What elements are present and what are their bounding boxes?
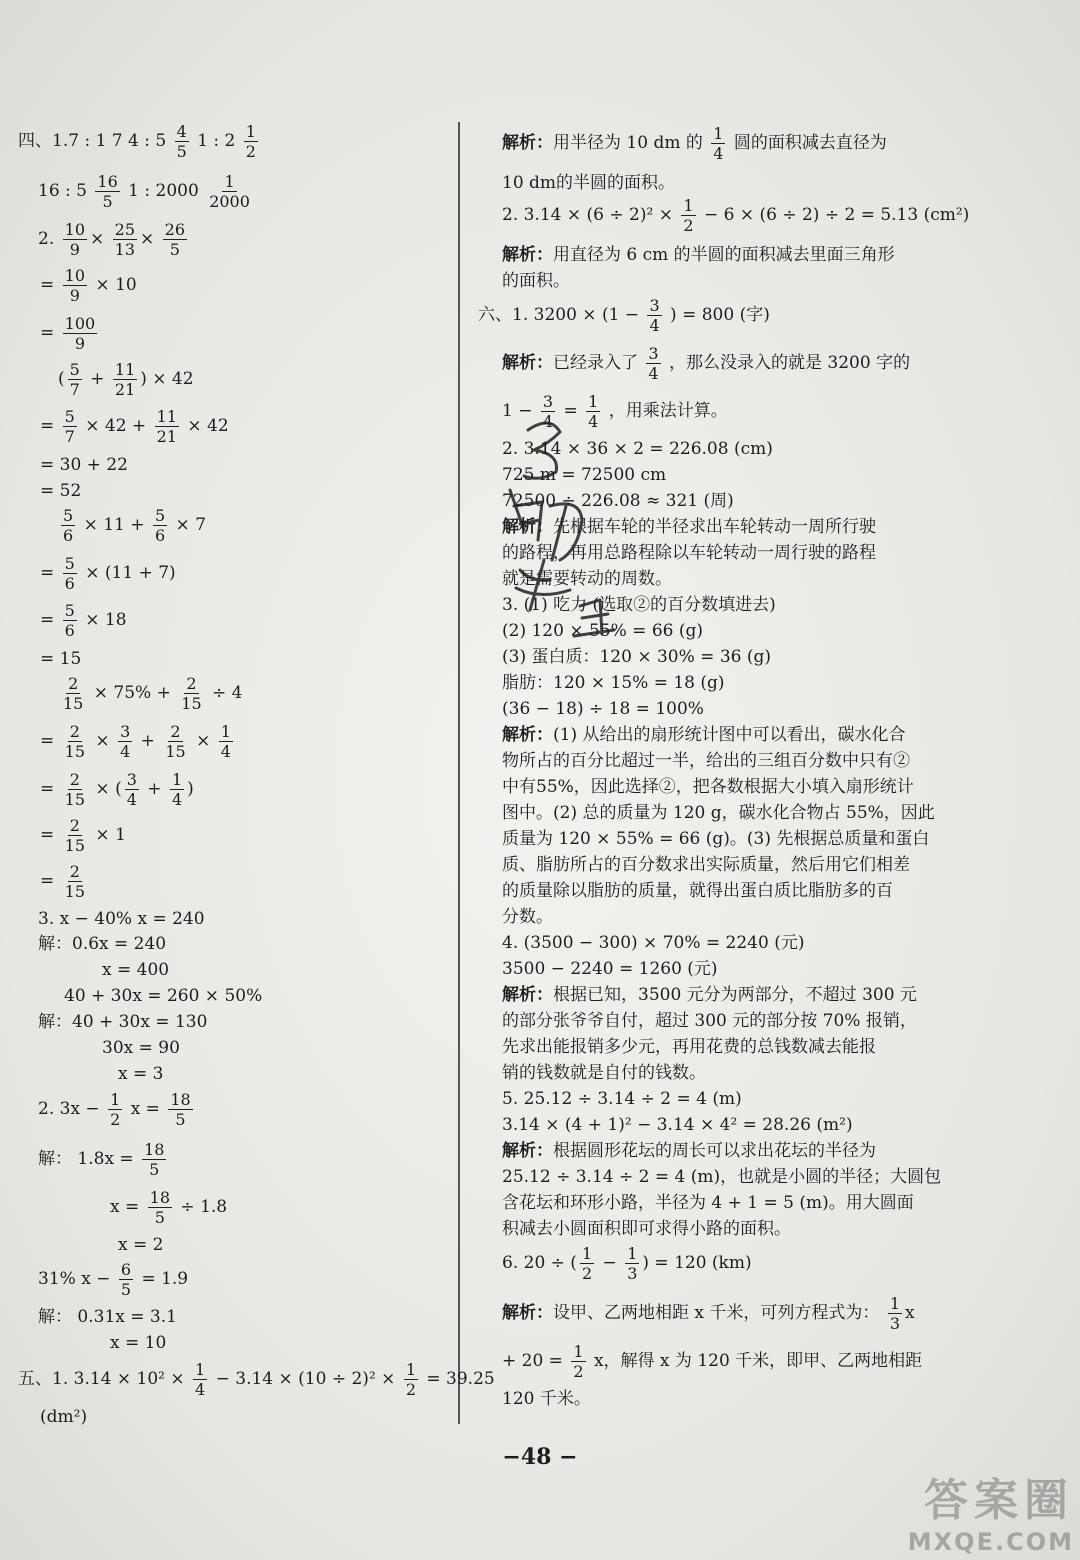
answer-line: x = 2	[118, 1235, 164, 1255]
answer-line: 四、1.7 : 1 7 4 : 5 $\frac{4}{5}$ 1 : 2 $\frac{1}{2}$	[18, 122, 256, 161]
answer-line: = 30 + 22	[40, 455, 128, 475]
answer-line: + 20 = $\frac{1}{2}$ x，解得 x 为 120 千米，即甲、乙两地相距	[502, 1342, 923, 1381]
answer-line: 质量为 120 × 55% = 66 (g)。(3) 先根据总质量和蛋白	[502, 829, 930, 849]
answer-line: 3. x − 40% x = 240	[38, 909, 205, 929]
answer-line: 解析：用半径为 10 dm 的 $\frac{1}{4}$ 圆的面积减去直径为	[502, 124, 887, 163]
answer-line: 120 千米。	[502, 1389, 591, 1409]
page-number: −48 −	[502, 1444, 578, 1470]
answer-line: 解析：用直径为 6 cm 的半圆的面积减去里面三角形	[502, 245, 895, 265]
answer-line: 72500 ÷ 226.08 ≈ 321 (周)	[502, 491, 734, 511]
answer-line: 解： 1.8x = $\frac{18}{5}$	[38, 1140, 165, 1179]
answer-line: 2. 3x − $\frac{1}{2}$ x = $\frac{18}{5}$	[38, 1090, 191, 1129]
answer-line: 40 + 30x = 260 × 50%	[64, 986, 263, 1006]
answer-line: 2. $\frac{10}{9}$ × $\frac{25}{13}$ × $\frac{26}{5}$	[38, 220, 186, 259]
answer-line: 解析：先根据车轮的半径求出车轮转动一周所行驶	[502, 517, 876, 537]
answer-line: = $\frac{2}{15}$ × $\frac{3}{4}$ + $\frac{2}{15}$ × $\frac{1}{4}$	[40, 722, 231, 761]
answer-line: 6. 20 ÷ ( $\frac{1}{2}$ − $\frac{1}{3}$ ) = 120 (km)	[502, 1244, 752, 1283]
answer-line: 物所占的百分比超过一半，给出的三组百分数中只有②	[502, 751, 910, 771]
column-divider	[458, 122, 460, 1424]
answer-line: = $\frac{2}{15}$ × 1	[40, 816, 126, 855]
answer-line: = $\frac{2}{15}$	[40, 862, 86, 901]
answer-line: 解析：设甲、乙两地相距 x 千米，可列方程式为： $\frac{1}{3}$ x	[502, 1294, 915, 1333]
answer-line: 3.14 × (4 + 1)² − 3.14 × 4² = 28.26 (m²)	[502, 1115, 853, 1135]
answer-line: 2. 3.14 × 36 × 2 = 226.08 (cm)	[502, 439, 773, 459]
answer-line: 脂肪：120 × 15% = 18 (g)	[502, 673, 725, 693]
answer-line: 五、1. 3.14 × 10² × $\frac{1}{4}$ − 3.14 × (10 ÷ 2)² × $\frac{1}{2}$ = 39.25	[18, 1360, 495, 1399]
answer-line: = $\frac{5}{7}$ × 42 + $\frac{11}{21}$ × 42	[40, 407, 229, 446]
answer-line: x = 10	[110, 1333, 167, 1353]
answer-line: 25.12 ÷ 3.14 ÷ 2 = 4 (m)，也就是小圆的半径；大圆包	[502, 1167, 942, 1187]
answer-line: 就是需要转动的周数。	[502, 569, 672, 589]
answer-line: (dm²)	[40, 1407, 88, 1427]
answer-line: $\frac{2}{15}$ × 75% + $\frac{2}{15}$ ÷ 4	[63, 674, 243, 713]
answer-line: 销的钱数就是自付的钱数。	[502, 1063, 706, 1083]
answer-line: 1 − $\frac{3}{4}$ = $\frac{1}{4}$ ，用乘法计算。	[502, 392, 728, 431]
answer-line: 2. 3.14 × (6 ÷ 2)² × $\frac{1}{2}$ − 6 × (6 ÷ 2) ÷ 2 = 5.13 (cm²)	[502, 196, 970, 235]
answer-line: 的质量除以脂肪的质量，就得出蛋白质比脂肪多的百	[502, 881, 893, 901]
answer-line: = 15	[40, 649, 82, 669]
answer-line: 的面积。	[502, 271, 570, 291]
answer-line: 解：0.6x = 240	[38, 934, 167, 954]
answer-line: 解：40 + 30x = 130	[38, 1012, 208, 1032]
answer-line: 先求出能报销多少元，再用花费的总钱数减去能报	[502, 1037, 876, 1057]
answer-line: 5. 25.12 ÷ 3.14 ÷ 2 = 4 (m)	[502, 1089, 742, 1109]
answer-line: 图中。(2) 总的质量为 120 g，碳水化合物占 55%，因此	[502, 803, 935, 823]
handwriting-scribble	[490, 410, 670, 650]
answer-line: 解析：(1) 从给出的扇形统计图中可以看出，碳水化合	[502, 725, 906, 745]
answer-line: 31% x − $\frac{6}{5}$ = 1.9	[38, 1260, 189, 1299]
answer-line: = $\frac{10}{9}$ × 10	[40, 266, 137, 305]
answer-line: ( $\frac{5}{7}$ + $\frac{11}{21}$ ) × 42	[58, 360, 194, 399]
answer-line: = $\frac{5}{6}$ × (11 + 7)	[40, 554, 176, 593]
site-watermark: 答案圈 MXQE.COM	[907, 1475, 1074, 1556]
answer-line: 解： 0.31x = 3.1	[38, 1307, 177, 1327]
answer-line: 分数。	[502, 907, 553, 927]
answer-line: 的部分张爷爷自付，超过 300 元的部分按 70% 报销，	[502, 1011, 917, 1031]
answer-line: (2) 120 × 55% = 66 (g)	[502, 621, 704, 641]
answer-line: 16 : 5 $\frac{16}{5}$ 1 : 2000 $\frac{1}{2000}$	[38, 172, 250, 211]
answer-line: = $\frac{5}{6}$ × 18	[40, 601, 127, 640]
answer-line: = 52	[40, 481, 82, 501]
answer-line: 3500 − 2240 = 1260 (元)	[502, 959, 718, 979]
answer-line: = $\frac{2}{15}$ × ( $\frac{3}{4}$ + $\frac{1}{4}$ )	[40, 770, 194, 809]
answer-line: 中有55%，因此选择②，把各数根据大小填入扇形统计	[502, 777, 914, 797]
answer-line: 含花坛和环形小路，半径为 4 + 1 = 5 (m)。用大圆面	[502, 1193, 914, 1213]
answer-line: = $\frac{100}{9}$	[40, 314, 96, 353]
answer-line: x = 3	[118, 1064, 164, 1084]
answer-line: 725 m = 72500 cm	[502, 465, 667, 485]
answer-line: x = 400	[102, 960, 170, 980]
answer-line: x = $\frac{18}{5}$ ÷ 1.8	[110, 1188, 228, 1227]
answer-line: 30x = 90	[102, 1038, 180, 1058]
answer-line: 4. (3500 − 300) × 70% = 2240 (元)	[502, 933, 805, 953]
answer-line: $\frac{5}{6}$ × 11 + $\frac{5}{6}$ × 7	[63, 506, 206, 545]
answer-line: 解析：已经录入了 $\frac{3}{4}$ ，那么没录入的就是 3200 字的	[502, 344, 911, 383]
answer-line: 的路程，再用总路程除以车轮转动一周行驶的路程	[502, 543, 876, 563]
answer-line: 解析：根据已知，3500 元分为两部分，不超过 300 元	[502, 985, 917, 1005]
answer-line: (3) 蛋白质：120 × 30% = 36 (g)	[502, 647, 772, 667]
answer-line: 解析：根据圆形花坛的周长可以求出花坛的半径为	[502, 1141, 876, 1161]
answer-line: 六、1. 3200 × (1 − $\frac{3}{4}$ ) = 800 (字)	[478, 296, 770, 335]
answer-line: 3. (1) 吃力 (选取②的百分数填进去)	[502, 595, 776, 615]
answer-line: 质、脂肪所占的百分数求出实际质量，然后用它们相差	[502, 855, 910, 875]
answer-line: 10 dm的半圆的面积。	[502, 173, 676, 193]
answer-line: (36 − 18) ÷ 18 = 100%	[502, 699, 704, 719]
answer-line: 积减去小圆面积即可求得小路的面积。	[502, 1219, 791, 1239]
